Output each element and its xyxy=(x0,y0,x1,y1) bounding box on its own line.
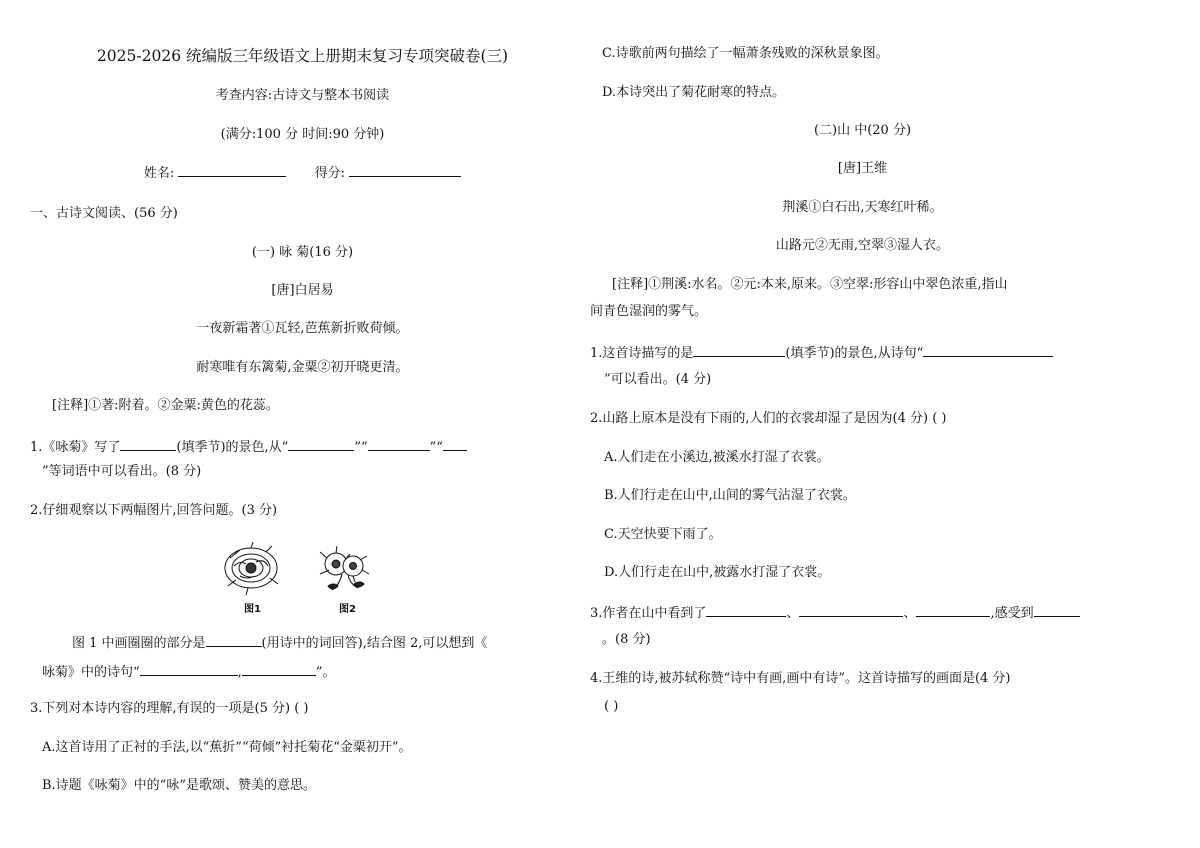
flower-figures xyxy=(220,540,380,600)
p2-q4-answer-paren[interactable]: ( ) xyxy=(604,699,619,714)
p2-q2-text: 2.山路上原本是没有下雨的,人们的衣裳却湿了是因为(4 分) ( ) xyxy=(590,411,947,426)
q2-text-e: ”。 xyxy=(315,665,336,680)
poem2-author: [唐]王维 xyxy=(837,161,888,176)
p2-q2-option-d[interactable]: D.人们行走在山中,被露水打湿了衣裳。 xyxy=(604,565,831,580)
q2-text-a: 图 1 中画圈圈的部分是 xyxy=(72,636,206,651)
figure-group xyxy=(220,540,380,615)
poem1-note: [注释]①著:附着。②金粟:黄色的花蕊。 xyxy=(52,398,279,413)
poem2-title: (二)山 中(20 分) xyxy=(813,123,912,138)
p2-q3-blank3[interactable] xyxy=(916,603,990,617)
p2-q2-option-c[interactable]: C.天空快要下雨了。 xyxy=(604,527,722,542)
section-heading: 一、古诗文阅读、(56 分) xyxy=(30,206,178,221)
p2-q1-blank-season[interactable] xyxy=(693,343,785,357)
p2-q1-line1 xyxy=(590,343,1053,363)
q1-blank-word3[interactable] xyxy=(443,437,467,451)
figure2-chrysanthemum-icon xyxy=(320,546,369,590)
q1-blank-word2[interactable] xyxy=(368,437,430,451)
poem1-line1: 一夜新霜著①瓦轻,芭蕉新折败荷倾。 xyxy=(196,321,409,336)
poem2-note-line2: 间青色湿润的雾气。 xyxy=(590,304,708,319)
poem1-author: [唐]白居易 xyxy=(271,283,334,298)
p2-q3-text-b: 、 xyxy=(786,606,800,621)
score-label: 得分: xyxy=(314,166,346,181)
q3-option-a[interactable]: A.这首诗用了正衬的手法,以“蕉折”“荷倾”衬托菊花“金粟初开”。 xyxy=(42,740,412,755)
q3-option-b[interactable]: B.诗题《咏菊》中的“咏”是歌颂、赞美的意思。 xyxy=(42,778,316,793)
q1-text-c: ”“ xyxy=(354,440,368,455)
p2-q1-text-a: 1.这首诗描写的是 xyxy=(590,346,694,361)
p2-q3-line2: 。(8 分) xyxy=(602,632,651,647)
p2-q3-line1 xyxy=(590,603,1080,623)
q1-line1 xyxy=(30,437,467,457)
q1-text-a: 1.《咏菊》写了 xyxy=(30,440,121,455)
p2-q3-blank4[interactable] xyxy=(1034,603,1080,617)
q3-option-d[interactable]: D.本诗突出了菊花耐寒的特点。 xyxy=(602,85,786,100)
q2-text: 2.仔细观察以下两幅图片,回答问题。(3 分) xyxy=(30,503,278,518)
q2-text-d: , xyxy=(237,665,242,680)
p2-q3-text-a: 3.作者在山中看到了 xyxy=(590,606,707,621)
poem2-line1: 荆溪①白石出,天寒红叶稀。 xyxy=(782,200,943,215)
q1-text-b: (填季节)的景色,从“ xyxy=(176,440,289,455)
poem1-line2: 耐寒唯有东篱菊,金粟②初开晓更清。 xyxy=(196,360,409,375)
p2-q3-text-d: ,感受到 xyxy=(990,606,1034,621)
p2-q4-text: 4.王维的诗,被苏轼称赞“诗中有画,画中有诗”。这首诗描写的画面是(4 分) xyxy=(590,671,1011,686)
name-score-row xyxy=(30,163,575,183)
p2-q1-blank-verse[interactable] xyxy=(923,343,1053,357)
p2-q2-option-a[interactable]: A.人们走在小溪边,被溪水打湿了衣裳。 xyxy=(604,450,830,465)
q2-blank-verse1[interactable] xyxy=(140,662,238,676)
score-field[interactable] xyxy=(349,163,461,177)
q1-text-d: ”“ xyxy=(429,440,443,455)
name-label: 姓名: xyxy=(143,166,175,181)
q2-line2 xyxy=(42,662,335,682)
q3-text: 3.下列对本诗内容的理解,有误的一项是(5 分) ( ) xyxy=(30,701,309,716)
poem2-note-line1: [注释]①荆溪:水名。②元:本来,原来。③空翠:形容山中翠色浓重,指山 xyxy=(612,277,1008,292)
q2-text-c: 咏菊》中的诗句“ xyxy=(42,665,140,680)
figure1-label: 图1 xyxy=(244,604,261,615)
poem1-title: (一) 咏 菊(16 分) xyxy=(251,245,354,260)
p2-q3-blank2[interactable] xyxy=(799,603,903,617)
p2-q1-text-b: (填季节)的景色,从诗句“ xyxy=(785,346,924,361)
q2-blank-verse2[interactable] xyxy=(242,662,316,676)
q1-blank-word1[interactable] xyxy=(288,437,354,451)
name-field[interactable] xyxy=(178,163,286,177)
paper-title: 2025-2026 统编版三年级语文上册期末复习专项突破卷(三) xyxy=(96,47,509,65)
q1-blank-season[interactable] xyxy=(120,437,176,451)
q2-text-b: (用诗中的词回答),结合图 2,可以想到《 xyxy=(261,636,488,651)
q2-line1 xyxy=(72,633,487,653)
p2-q2-option-b[interactable]: B.人们行走在山中,山间的雾气沾湿了衣裳。 xyxy=(604,488,856,503)
q2-blank-word[interactable] xyxy=(206,633,262,647)
exam-scope: 考查内容:古诗文与整本书阅读 xyxy=(215,88,390,103)
figure2-label: 图2 xyxy=(339,604,356,615)
q3-option-c[interactable]: C.诗歌前两句描绘了一幅萧条残败的深秋景象图。 xyxy=(602,46,889,61)
figure1-flower-icon xyxy=(225,542,278,595)
score-time: (满分:100 分 时间:90 分钟) xyxy=(220,127,385,142)
p2-q1-line2: ”可以看出。(4 分) xyxy=(604,372,712,387)
poem2-line2: 山路元②无雨,空翠③湿人衣。 xyxy=(775,238,950,253)
p2-q3-text-c: 、 xyxy=(903,606,917,621)
q1-line2: ”等词语中可以看出。(8 分) xyxy=(42,464,202,479)
p2-q3-blank1[interactable] xyxy=(706,603,786,617)
